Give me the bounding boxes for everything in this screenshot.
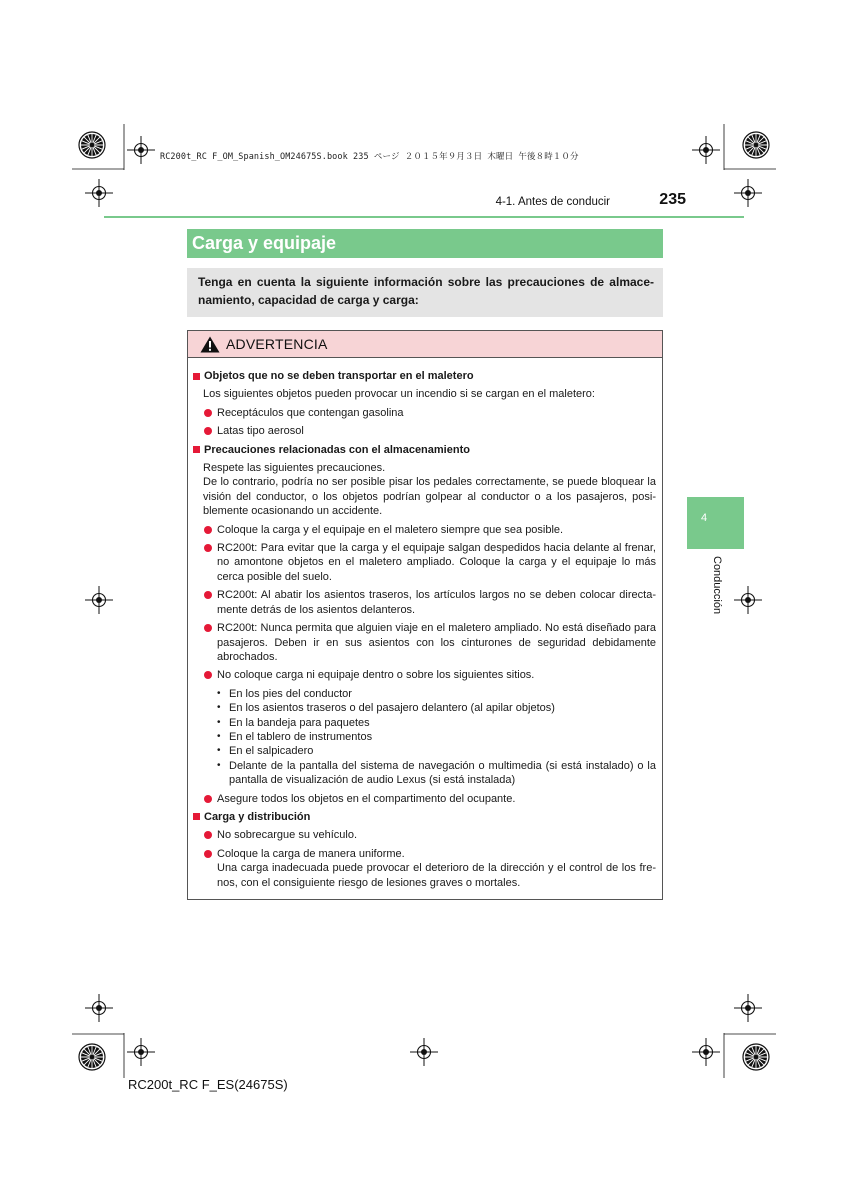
crosshair-icon — [692, 136, 720, 164]
print-header: RC200t_RC F_OM_Spanish_OM24675S.book 235 ページ ２０１５年９月３日 木曜日 午後８時１０分 — [160, 152, 579, 162]
crosshair-icon — [734, 179, 762, 207]
list-item: No sobrecargue su vehículo. — [193, 828, 656, 842]
warning-header — [188, 331, 662, 358]
crosshair-icon — [692, 1038, 720, 1066]
header-rule — [104, 216, 744, 218]
square-bullet-icon — [193, 373, 200, 380]
warning-subheading: Carga y distribución — [193, 810, 656, 824]
crosshair-icon — [85, 179, 113, 207]
page-title: Carga y equipaje — [187, 229, 663, 258]
square-bullet-icon — [193, 813, 200, 820]
star-mark-icon — [743, 132, 769, 158]
list-item: Receptáculos que contengan gasolina — [193, 406, 656, 420]
list-item: Latas tipo aerosol — [193, 424, 656, 438]
crosshair-icon — [734, 994, 762, 1022]
sub-list-item: • En la bandeja para paquetes — [217, 716, 370, 729]
sub-list-item: • Delante de la pantalla del sistema de navegación o multimedia (si está instalado) o la pantalla de visualización de audio Lexus (si está instalada) — [217, 759, 656, 787]
list-item: Coloque la carga y el equipaje en el maletero siempre que sea posible. — [193, 523, 656, 537]
red-dot-icon — [204, 409, 212, 417]
warning-paragraph: Respete las siguientes precauciones. — [203, 462, 386, 475]
chapter-tab: 4 — [687, 497, 744, 549]
red-dot-icon — [204, 795, 212, 803]
footer-code: RC200t_RC F_ES(24675S) — [128, 1077, 288, 1092]
running-head-section: 4-1. Antes de conducir — [495, 196, 610, 208]
crosshair-icon — [127, 136, 155, 164]
star-mark-icon — [743, 1044, 769, 1070]
red-dot-icon — [204, 526, 212, 534]
intro-text: Tenga en cuenta la siguiente información sobre las precauciones de almace-namiento, capacidad de carga y carga: — [187, 268, 663, 317]
sub-list-item: • En el tablero de instrumentos — [217, 730, 373, 743]
red-dot-icon — [204, 544, 212, 552]
list-item: RC200t: Para evitar que la carga y el equipaje salgan despedidos hacia delante al frenar, no amontone objetos en el maletero ampliado. Coloque la carga y el equipaje lo más cerca posible del suelo. — [193, 541, 656, 584]
middle-dot-icon: • — [217, 730, 221, 742]
warning-box — [187, 330, 663, 900]
sub-list-item: • En el salpicadero — [217, 745, 314, 758]
red-dot-icon — [204, 591, 212, 599]
red-dot-icon — [204, 427, 212, 435]
list-item: RC200t: Al abatir los asientos traseros, los artículos largos no se deben colocar directa-mente detrás de los asientos delanteros. — [193, 588, 656, 617]
square-bullet-icon — [193, 446, 200, 453]
warning-paragraph: Los siguientes objetos pueden provocar un incendio si se cargan en el maletero: — [203, 388, 595, 401]
crosshair-icon — [85, 994, 113, 1022]
warning-triangle-icon — [200, 336, 220, 353]
page-number: 235 — [659, 191, 686, 208]
red-dot-icon — [204, 831, 212, 839]
sub-list-item: • En los pies del conductor — [217, 687, 352, 700]
list-item: Asegure todos los objetos en el compartimento del ocupante. — [193, 792, 656, 806]
bullet-note: Una carga inadecuada puede provocar el deterioro de la dirección y el control de los fre-nos, con el consiguiente riesgo de lesiones graves o mortales. — [217, 862, 656, 889]
chapter-name: Conducción — [711, 556, 723, 615]
star-mark-icon — [79, 1044, 105, 1070]
middle-dot-icon: • — [217, 716, 221, 728]
sub-list-item: • En los asientos traseros o del pasajero delantero (al apilar objetos) — [217, 702, 555, 715]
red-dot-icon — [204, 850, 212, 858]
crosshair-icon — [127, 1038, 155, 1066]
crosshair-icon — [85, 586, 113, 614]
crosshair-icon — [410, 1038, 438, 1066]
sub-list — [217, 687, 656, 788]
list-item: No coloque carga ni equipaje dentro o sobre los siguientes sitios. • En los pies del conductor • En los asientos traseros o del pasajero delantero (al apilar objetos) • En la bandeja para paquetes • En el tablero de instrumentos • En el salpicadero • Delante de la pantalla del sistema de navegación o multimedia (si está instalado) o la pantalla de visualización de audio Lexus (si está instalada) — [193, 668, 656, 787]
list-item: Coloque la carga de manera uniforme. Una carga inadecuada puede provocar el deterioro de la dirección y el control de los fre-nos, con el consiguiente riesgo de lesiones graves o mortales. — [193, 847, 656, 890]
red-dot-icon — [204, 624, 212, 632]
warning-subheading: Objetos que no se deben transportar en el maletero — [193, 369, 656, 383]
warning-body — [188, 358, 662, 890]
warning-paragraph: De lo contrario, podría no ser posible pisar los pedales correctamente, se puede bloquear la visión del conductor, o los objetos podrían golpear al conductor o a los pasajeros, posi-blemente ocasionando un accidente. — [203, 476, 656, 518]
warning-subheading: Precauciones relacionadas con el almacenamiento — [193, 443, 656, 457]
red-dot-icon — [204, 671, 212, 679]
middle-dot-icon: • — [217, 687, 221, 699]
middle-dot-icon: • — [217, 702, 221, 714]
star-mark-icon — [79, 132, 105, 158]
crosshair-icon — [734, 586, 762, 614]
list-item: RC200t: Nunca permita que alguien viaje en el maletero ampliado. No está diseñado para pasajeros. Deben ir en sus asientos con los cinturones de seguridad debidamente abrochados. — [193, 621, 656, 664]
middle-dot-icon: • — [217, 759, 221, 771]
warning-title: ADVERTENCIA — [226, 336, 328, 352]
middle-dot-icon: • — [217, 745, 221, 757]
